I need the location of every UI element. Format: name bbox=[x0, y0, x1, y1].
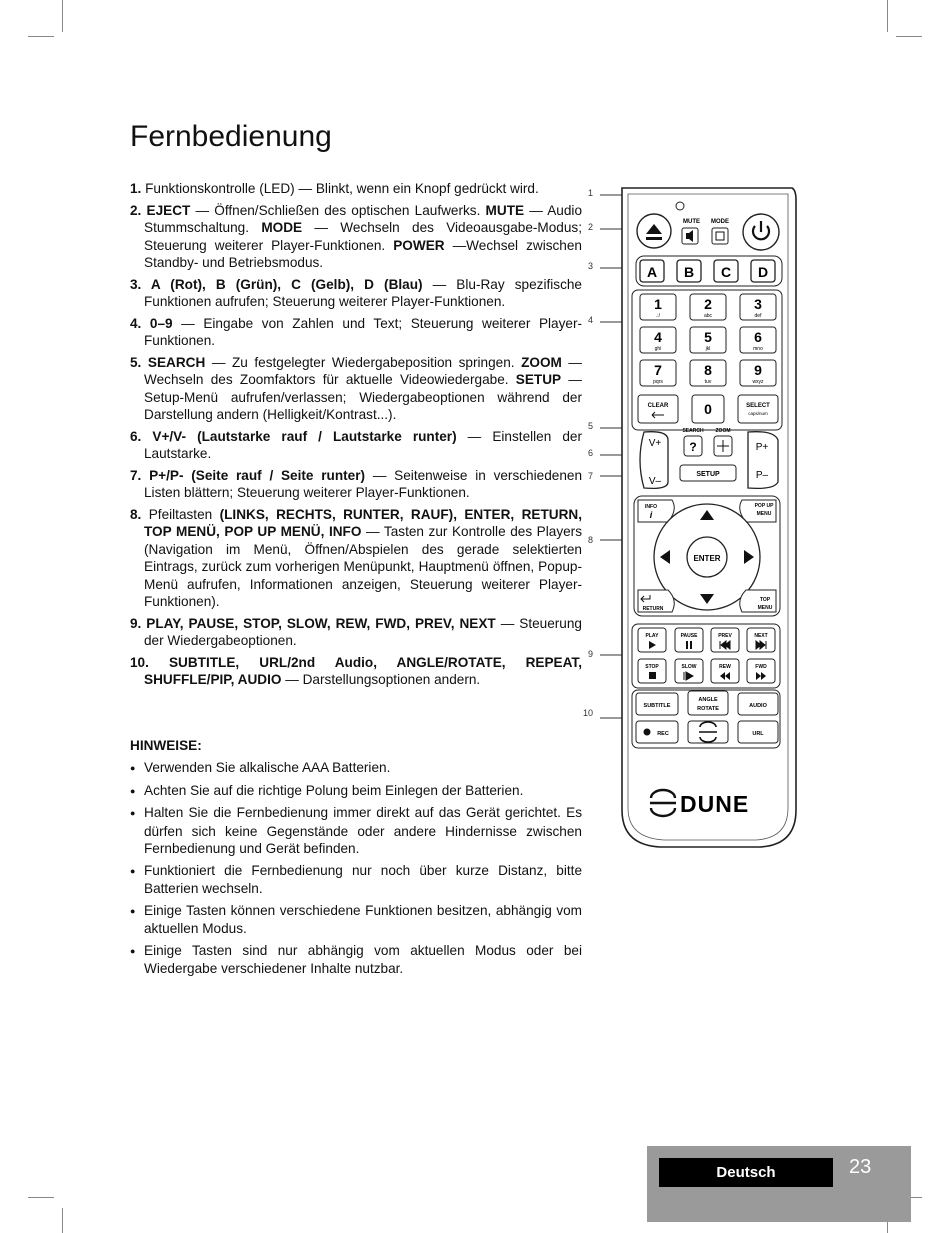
setup-label: SETUP bbox=[696, 471, 720, 478]
clear-label: CLEAR bbox=[647, 403, 669, 409]
record-icon bbox=[644, 729, 651, 736]
button-d-label: D bbox=[757, 264, 769, 280]
select-sublabel: caps/num bbox=[748, 411, 768, 416]
list-item: 3. A (Rot), B (Grün), C (Gelb), D (Blau) — Blu-Ray spezifische Funktionen aufrufen; Steuerung weiterer Player-Funktionen. bbox=[130, 276, 582, 309]
callout-number: 10 bbox=[583, 708, 594, 718]
digit-4-letters: ghi bbox=[654, 346, 662, 352]
list-item: 9. PLAY, PAUSE, STOP, SLOW, REW, FWD, PREV, NEXT — Steuerung der Wiedergabeoptionen. bbox=[130, 615, 582, 648]
crop-mark bbox=[62, 0, 63, 32]
search-label: SEARCH bbox=[682, 428, 704, 434]
popup-label: POP UP bbox=[754, 503, 774, 509]
callout-number: 8 bbox=[588, 535, 594, 545]
callout-number: 1 bbox=[588, 188, 594, 198]
list-item: 2. EJECT — Öffnen/Schließen des optischen Laufwerks. MUTE — Audio Stummschaltung. MODE — Wechseln des Videoausgabe-Modus; Steuerung weiterer Player-Funktionen. POWER —Wechsel zwischen Standby- und Betriebsmodus. bbox=[130, 202, 583, 270]
note-item: ● Achten Sie auf die richtige Polung beim Einlegen der Batterien. bbox=[130, 782, 582, 801]
play-button bbox=[638, 628, 666, 652]
list-item: 10. SUBTITLE, URL/2nd Audio, ANGLE/ROTATE, REPEAT, SHUFFLE/PIP, AUDIO — Darstellungsoptionen andern. bbox=[130, 654, 582, 687]
mode-button bbox=[712, 228, 728, 244]
stop-button bbox=[638, 659, 666, 683]
callout-number: 7 bbox=[588, 471, 594, 481]
crop-mark bbox=[28, 1197, 54, 1198]
digit-8-letters: tuv bbox=[704, 379, 712, 385]
note-item: ● Verwenden Sie alkalische AAA Batterien. bbox=[130, 759, 582, 778]
crop-mark bbox=[896, 36, 922, 37]
digit-6-letters: mno bbox=[753, 346, 763, 352]
digit-3-letters: def bbox=[754, 313, 762, 319]
list-item: 4. 0–9 — Eingabe von Zahlen und Text; Steuerung weiterer Player-Funktionen. bbox=[130, 315, 582, 348]
enter-label: ENTER bbox=[693, 554, 721, 563]
list-item: 6. V+/V- (Lautstarke rauf / Lautstarke runter) — Einstellen der Lautstarke. bbox=[130, 428, 582, 461]
callout-number: 4 bbox=[588, 315, 594, 325]
remote-control-illustration bbox=[590, 180, 800, 860]
search-question-icon: ? bbox=[689, 440, 697, 454]
popup-label-2: MENU bbox=[756, 511, 772, 517]
digit-5-label: 5 bbox=[704, 329, 712, 345]
zoom-label: ZOOM bbox=[715, 428, 731, 434]
digit-5-letters: jkl bbox=[705, 346, 711, 352]
digit-2-letters: abc bbox=[703, 313, 713, 319]
callout-number: 2 bbox=[588, 222, 594, 232]
mute-label: MUTE bbox=[683, 219, 700, 225]
stop-label: STOP bbox=[645, 664, 659, 670]
list-item: 1. Funktionskontrolle (LED) — Blinkt, wenn ein Knopf gedrückt wird. bbox=[130, 181, 539, 196]
crop-mark bbox=[62, 1208, 63, 1233]
callout-number: 6 bbox=[588, 448, 594, 458]
prev-label: PREV bbox=[718, 633, 732, 639]
digit-2-label: 2 bbox=[704, 296, 712, 312]
volume-down-label: V– bbox=[648, 476, 662, 487]
mode-label: MODE bbox=[711, 219, 729, 225]
slow-button bbox=[675, 659, 703, 683]
page-number: 23 bbox=[849, 1156, 872, 1178]
digit-7-letters: pqrs bbox=[653, 379, 663, 385]
url-label: URL bbox=[752, 731, 764, 737]
notes-heading: HINWEISE: bbox=[130, 738, 202, 753]
digit-1-letters: .:/ bbox=[655, 313, 661, 319]
button-c-label: C bbox=[720, 264, 732, 280]
select-button bbox=[738, 395, 778, 423]
fwd-label: FWD bbox=[755, 664, 767, 670]
rotate-label: ROTATE bbox=[697, 706, 719, 712]
language-label: Deutsch bbox=[659, 1158, 833, 1187]
list-item: 7. P+/P- (Seite rauf / Seite runter) — Seitenweise in verschiedenen Listen blättern; Steuerung weiterer Player-Funktionen. bbox=[130, 467, 582, 500]
note-item: ● Einige Tasten können verschiedene Funktionen besitzen, abhängig vom aktuellen Modus. bbox=[130, 902, 582, 938]
return-label: RETURN bbox=[642, 606, 664, 612]
next-label: NEXT bbox=[754, 633, 768, 639]
digit-9-letters: wxyz bbox=[752, 379, 764, 385]
top-menu-label-2: MENU bbox=[757, 605, 773, 611]
note-item: ● Halten Sie die Fernbedienung immer direkt auf das Gerät gerichtet. Es dürfen sich keine Gegenstände oder andere Hindernisse zwischen Fernbedienung und Gerät befinden. bbox=[130, 804, 582, 858]
list-item: 8. Pfeiltasten (LINKS, RECHTS, RUNTER, RAUF), ENTER, RETURN, TOP MENÜ, POP UP MENÜ, INFO — Tasten zur Kontrolle des Players (Navigation im Menü, Öffnen/Abspielen des gerade selektierten Eintrags, zurück zum vorherigen Menüpunkt, Hauptmenü öffnen, Popup-Menü aufrufen, Informationen anzeigen, Steuerung weiterer Player-Funktionen). bbox=[130, 506, 583, 609]
note-item: ● Funktioniert die Fernbedienung nur noch über kurze Distanz, bitte Batterien wechseln. bbox=[130, 862, 582, 898]
subtitle-label: SUBTITLE bbox=[643, 703, 671, 709]
page-title: Fernbedienung bbox=[130, 120, 332, 153]
page-down-label: P– bbox=[755, 470, 769, 481]
top-menu-label: TOP bbox=[759, 597, 771, 603]
digit-0-label: 0 bbox=[704, 401, 712, 417]
brand-name: DUNE bbox=[680, 791, 750, 817]
digit-3-label: 3 bbox=[754, 296, 762, 312]
select-label: SELECT bbox=[746, 403, 770, 409]
footer-bar bbox=[647, 1146, 911, 1222]
pause-button bbox=[675, 628, 703, 652]
digit-9-label: 9 bbox=[754, 362, 762, 378]
info-icon: i bbox=[649, 510, 653, 520]
notes-list bbox=[130, 759, 582, 982]
digit-7-label: 7 bbox=[654, 362, 662, 378]
stop-icon bbox=[649, 672, 656, 679]
note-item: ● Einige Tasten sind nur abhängig vom aktuellen Modus oder bei Wiedergabe verschiedener Inhalte nutzbar. bbox=[130, 942, 582, 978]
feature-list bbox=[130, 180, 582, 693]
callout-number: 5 bbox=[588, 421, 594, 431]
button-a-label: A bbox=[646, 264, 658, 280]
digit-1-label: 1 bbox=[654, 296, 662, 312]
pause-label: PAUSE bbox=[680, 633, 698, 639]
crop-mark bbox=[887, 0, 888, 32]
info-label: INFO bbox=[645, 504, 657, 510]
led-indicator bbox=[676, 202, 684, 210]
callout-number: 9 bbox=[588, 649, 594, 659]
digit-8-label: 8 bbox=[704, 362, 712, 378]
crop-mark bbox=[28, 36, 54, 37]
audio-label: AUDIO bbox=[749, 703, 767, 709]
callout-number: 3 bbox=[588, 261, 594, 271]
clear-button bbox=[638, 395, 678, 423]
play-label: PLAY bbox=[645, 633, 659, 639]
rew-label: REW bbox=[719, 664, 731, 670]
rec-label: REC bbox=[657, 731, 669, 737]
list-item: 5. SEARCH — Zu festgelegter Wiedergabeposition springen. ZOOM — Wechseln des Zoomfaktors für aktuelle Videowiedergabe. SETUP — Setup-Menü aufrufen/verlassen; Wiedergabeoptionen während der Darstellung andern (Helligkeit/Kontrast...). bbox=[130, 354, 583, 422]
page-up-label: P+ bbox=[755, 442, 769, 453]
volume-up-label: V+ bbox=[648, 438, 662, 449]
slow-label: SLOW bbox=[681, 664, 697, 670]
angle-label: ANGLE bbox=[698, 697, 718, 703]
button-b-label: B bbox=[683, 264, 695, 280]
digit-6-label: 6 bbox=[754, 329, 762, 345]
digit-4-label: 4 bbox=[654, 329, 662, 345]
